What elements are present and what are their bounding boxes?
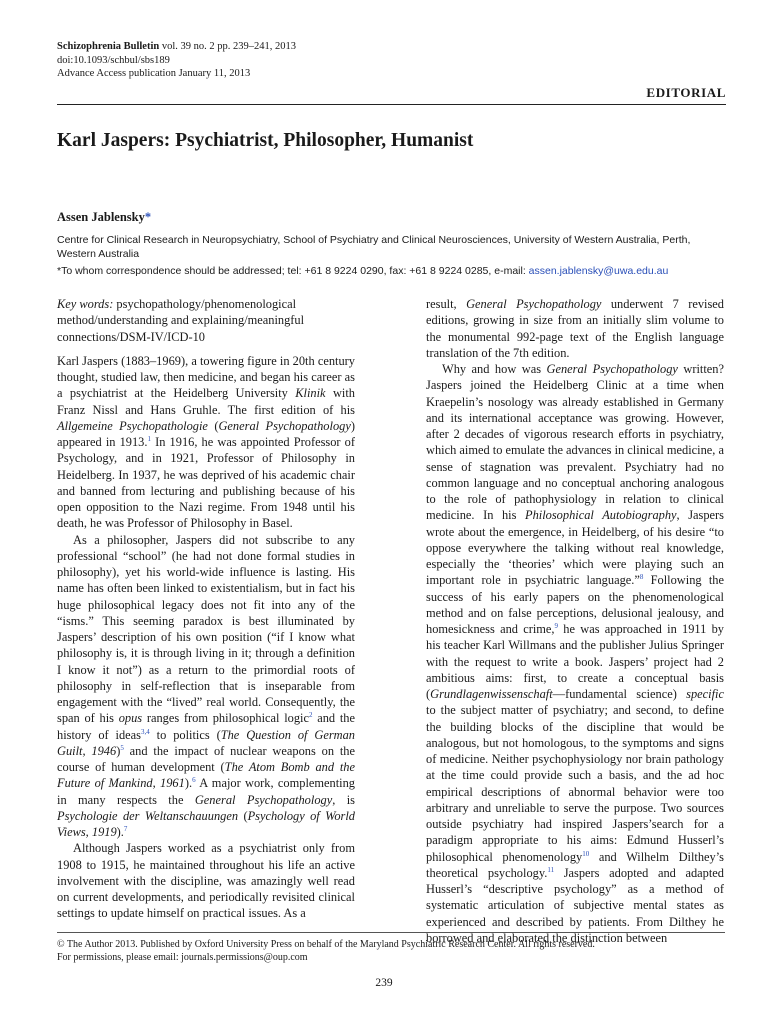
text-run: ( — [207, 418, 219, 433]
text-run: and Wilhelm Dilthey’s theoretical psychology. — [426, 849, 725, 880]
text-run-italic: Grundlagenwissenschaft — [430, 687, 553, 701]
text-run-italic: Allgemeine Psychopathologie — [57, 418, 208, 433]
copyright-line: © The Author 2013. Published by Oxford University Press on behalf of the Maryland Psychiatric Research Center. All rights reserved. — [57, 939, 595, 950]
text-run-italic: General Psychopathology — [466, 297, 602, 311]
header-rule — [57, 104, 726, 105]
journal-details: vol. 39 no. 2 pp. 239–241, 2013 — [159, 41, 296, 52]
text-run: In 1916, he was appointed Professor of Psychology, and in 1921, Professor of Philosophy in Heidelberg. In 1937, he was deprived of his academic chair and banned from lecturing and publishing because of his open opposition to the Nazi regime. From 1948 until his death, he was Professor of Philosophy in Basel. — [57, 435, 355, 531]
reference-link[interactable]: 11 — [547, 865, 555, 874]
text-run: —fundamental science) — [552, 687, 687, 701]
advance-access: Advance Access publication January 11, 2013 — [57, 68, 251, 79]
keywords-text: psychopathology/phenomenological method/understanding and explaining/meaningful connections/DSM-IV/ICD-10 — [57, 297, 305, 344]
correspondence-text: *To whom correspondence should be addressed; tel: +61 8 9224 0290, fax: +61 8 9224 0285, e-mail: — [57, 265, 529, 277]
text-run: to the subject matter of psychiatry; and second, to define the building blocks of the discipline that would be analogous, but not homologous, to the symptoms and signs of medicine. Neither psychophysiology nor brain pathology at the time could provide such a basis, and the ad hoc empirical descriptions of abnormal behavior were too arbitrary and unreliable to serve the purpose. Two sources outside psychiatry had inspired Jaspers’search for a paradigm appropriate to his aims: Edmund Husserl’s philosophical phenomenology — [426, 703, 724, 864]
author-name: Assen Jablensky — [57, 210, 145, 224]
reference-link[interactable]: 8 — [639, 573, 644, 582]
text-run: written? Jaspers joined the Heidelberg Clinic at a time when Kraepelin’s nosology was already established in Germany and its international acceptance was growing. However, after 2 decades of vigorous research efforts in psychiatry, which aimed to emulate the advances in clinical medicine, a sense of stagnation was prevalent. Psychiatry had no common language and no conceptual anchoring analogous to the role of pathophysiology in relation to clinical medicine. In his — [426, 362, 724, 523]
keywords — [57, 296, 355, 345]
text-run: ). — [184, 776, 193, 791]
page-number: 239 — [375, 977, 393, 989]
text-run-italic: opus — [118, 711, 143, 726]
text-run: result, — [426, 297, 467, 311]
text-run-italic: Psychologie der Weltanschauungen — [57, 808, 239, 823]
reference-link[interactable]: 5 — [120, 743, 124, 752]
text-run: ranges from philosophical logic — [142, 711, 309, 726]
text-run: ) appeared in 1913. — [57, 418, 355, 449]
author-line — [57, 210, 151, 225]
text-run: Following the success of his early papers on the phenomenological method and on false perceptions, delusional jealousy, and homesickness and crime, — [426, 573, 724, 636]
text-run: and the impact of nuclear weapons on the course of human development ( — [57, 743, 355, 774]
permissions-line: For permissions, please email: journals.permissions@oup.com — [57, 952, 308, 963]
text-run: and the history of ideas — [57, 711, 355, 742]
right-paragraph-1 — [426, 296, 724, 361]
text-run: ) — [116, 743, 121, 758]
text-run-italic: General Psychopathology — [194, 792, 333, 807]
left-paragraph-2 — [57, 532, 355, 841]
text-run: with Franz Nissl and Hans Gruhle. The first edition of his — [57, 386, 355, 417]
doi: doi:10.1093/schbul/sbs189 — [57, 54, 170, 66]
reference-link[interactable]: 7 — [123, 824, 128, 833]
text-run: , Jaspers wrote about the emergence, in Heidelberg, of his desire “to oppose everywhere the talking without real knowledge, especially the ‘theories’ which were playing such an important role in psychiatric language.” — [426, 508, 725, 588]
reference-link[interactable]: 6 — [192, 776, 196, 785]
author-mark[interactable]: * — [144, 210, 152, 224]
reference-link[interactable]: 1 — [147, 434, 151, 443]
reference-link[interactable]: 10 — [582, 849, 590, 858]
text-run: Karl Jaspers (1883–1969), a towering figure in 20th century thought, studied law, then medicine, and began his career as a psychiatrist at the Heidelberg University — [57, 353, 355, 401]
text-run: ( — [238, 808, 248, 823]
reference-link[interactable]: 2 — [309, 711, 313, 720]
text-run: ). — [116, 825, 124, 839]
footer-rule — [57, 932, 725, 933]
text-run-italic: specific — [686, 687, 724, 701]
text-run-italic: Klinik — [295, 386, 326, 401]
text-run: As a philosopher, Jaspers did not subscribe to any professional “school” (he had not done formal studies in philosophy), yet his world-wide influence is lasting. His name has often been linked to existentialism, but in fact his huge philosophical legacy does not fit into any of the “isms.” This seeming paradox is best illuminated by Jaspers’ description of his own position (“if I know what philosophy is, it is through living in it; through a definition I know it not”) as a return to the primordial roots of philosophy in self-reflection that is inseparable from engagement with the “lived” real world. Consequently, the span of his — [57, 532, 355, 726]
text-run: he was approached in 1911 by his teacher Karl Willmans and the publisher Julius Springer with the request to write a book. Jaspers’ project had 2 ambitious aims: first, to create a conceptual basis ( — [426, 622, 724, 701]
text-run-italic: Philosophical Autobiography — [525, 508, 677, 523]
text-run: to politics ( — [149, 727, 221, 742]
text-run: Why and how was — [442, 362, 547, 376]
article-title: Karl Jaspers: Psychiatrist, Philosopher, Humanist — [57, 130, 474, 151]
journal-header — [57, 40, 296, 81]
text-run: , is — [332, 792, 355, 807]
text-run-italic: General Psychopathology — [546, 362, 678, 376]
journal-citation — [57, 40, 296, 54]
reference-link[interactable]: 9 — [554, 621, 559, 630]
text-run-italic: The Atom Bomb and the Future of Mankind, 1961 — [57, 760, 355, 791]
reference-link[interactable]: 3,4 — [141, 727, 150, 736]
text-run-italic: The Question of German Guilt, 1946 — [57, 727, 355, 758]
correspondence-email-link[interactable]: assen.jablensky@uwa.edu.au — [528, 265, 669, 277]
section-label: EDITORIAL — [646, 85, 726, 100]
text-run: Jaspers adopted and adapted Husserl’s “descriptive psychology” as a method of systematic articulation of subjective mental states as experienced and described by patients. From Dilthey he borrowed and elaborated the distinction between — [426, 865, 724, 945]
footer-notice — [57, 938, 595, 964]
text-run-italic: General Psychopathology — [218, 418, 351, 433]
affiliation: Centre for Clinical Research in Neuropsychiatry, School of Psychiatry and Clinical Neurosciences, University of Western Australia, Perth, Western Australia — [57, 234, 691, 260]
text-run: A major work, complementing in many respects the — [57, 776, 356, 807]
correspondence — [57, 264, 726, 278]
left-paragraph-1 — [57, 353, 355, 532]
text-run-italic: Psychology of World Views, 1919 — [57, 808, 355, 839]
journal-name: Schizophrenia Bulletin — [57, 41, 160, 52]
right-paragraph-2 — [426, 361, 724, 946]
left-paragraph-3: Although Jaspers worked as a psychiatrist only from 1908 to 1915, he maintained throughout his life an active involvement with the discipline, was amazingly well read on current developments, and periodically revisited clinical settings to update himself on practical issues. As a — [57, 841, 355, 921]
right-column — [426, 296, 724, 946]
keywords-label: Key words: — [57, 297, 114, 311]
text-run: underwent 7 revised editions, growing in size from an initially slim volume to the monumental 992-page text of the English language translation of the 7th edition. — [426, 297, 724, 360]
left-column — [57, 296, 355, 922]
